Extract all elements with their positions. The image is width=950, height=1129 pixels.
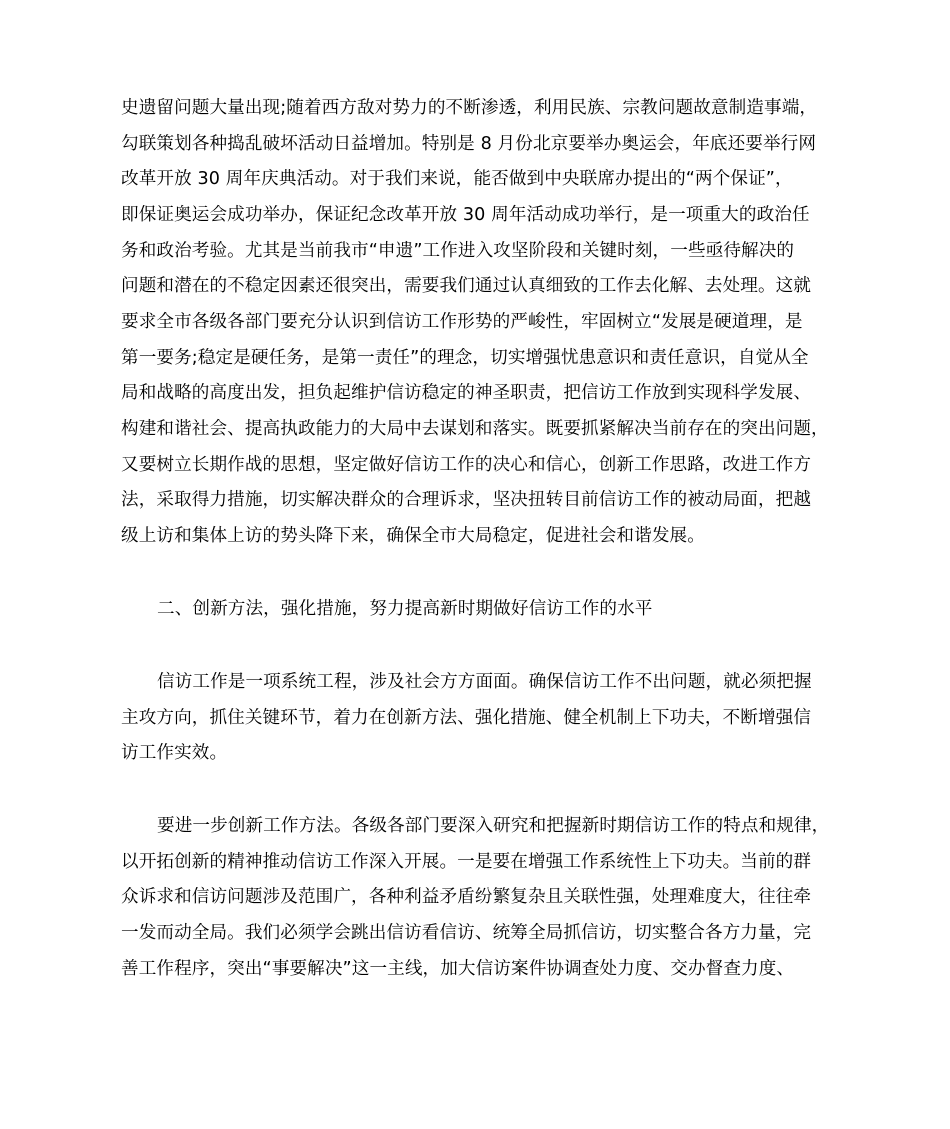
text-line: 善工作程序，突出“事要解决”这一主线，加大信访案件协调查处力度、交办督查力度、 <box>121 959 795 979</box>
text-line: 局和战略的高度出发，担负起维护信访稳定的神圣职责，把信访工作放到实现科学发展、 <box>121 383 812 403</box>
text-line: 史遗留问题大量出现;随着西方敌对势力的不断渗透，利用民族、宗教问题故意制造事端， <box>121 98 818 118</box>
text-line: 级上访和集体上访的势头降下来，确保全市大局稳定，促进社会和谐发展。 <box>121 526 705 546</box>
text-line: 众诉求和信访问题涉及范围广，各种利益矛盾纷繁复杂且关联性强，处理难度大，往往牵 <box>121 887 812 907</box>
text-line: 又要树立长期作战的思想，坚定做好信访工作的决心和信心，创新工作思路，改进工作方 <box>121 455 812 475</box>
text-line: 勾联策划各种捣乱破坏活动日益增加。特别是 8 月份北京要举办奥运会，年底还要举行网 <box>121 134 817 154</box>
text-line: 构建和谐社会、提高执政能力的大局中去谋划和落实。既要抓紧解决当前存在的突出问题， <box>121 419 829 439</box>
text-line: 以开拓创新的精神推动信访工作深入开展。一是要在增强工作系统性上下功夫。当前的群 <box>121 852 812 872</box>
text-line: 访工作实效。 <box>121 743 228 763</box>
text-line: 问题和潜在的不稳定因素还很突出，需要我们通过认真细致的工作去化解、去处理。这就 <box>121 276 812 296</box>
text-line: 要求全市各级各部门要充分认识到信访工作形势的严峻性，牢固树立“发展是硬道理，是 <box>121 312 803 332</box>
text-line: 信访工作是一项系统工程，涉及社会方方面面。确保信访工作不出问题，就必须把握 <box>157 672 812 692</box>
text-line: 法，采取得力措施，切实解决群众的合理诉求，坚决扭转目前信访工作的被动局面，把越 <box>121 490 812 510</box>
section-heading: 二、创新方法，强化措施，努力提高新时期做好信访工作的水平 <box>157 599 653 619</box>
text-line: 要进一步创新工作方法。各级各部门要深入研究和把握新时期信访工作的特点和规律， <box>157 816 830 836</box>
text-line: 第一要务;稳定是硬任务，是第一责任”的理念，切实增强忧患意识和责任意识，自觉从全 <box>121 348 809 368</box>
text-line: 一发而动全局。我们必须学会跳出信访看信访、统筹全局抓信访，切实整合各方力量，完 <box>121 923 812 943</box>
text-line: 务和政治考验。尤其是当前我市“申遗”工作进入攻坚阶段和关键时刻，一些亟待解决的 <box>121 241 795 261</box>
text-line: 改革开放 30 周年庆典活动。对于我们来说，能否做到中央联席办提出的“两个保证”， <box>121 169 793 189</box>
text-line: 主攻方向，抓住关键环节，着力在创新方法、强化措施、健全机制上下功夫，不断增强信 <box>121 708 812 728</box>
text-line: 即保证奥运会成功举办，保证纪念改革开放 30 周年活动成功举行，是一项重大的政治任 <box>121 205 810 225</box>
